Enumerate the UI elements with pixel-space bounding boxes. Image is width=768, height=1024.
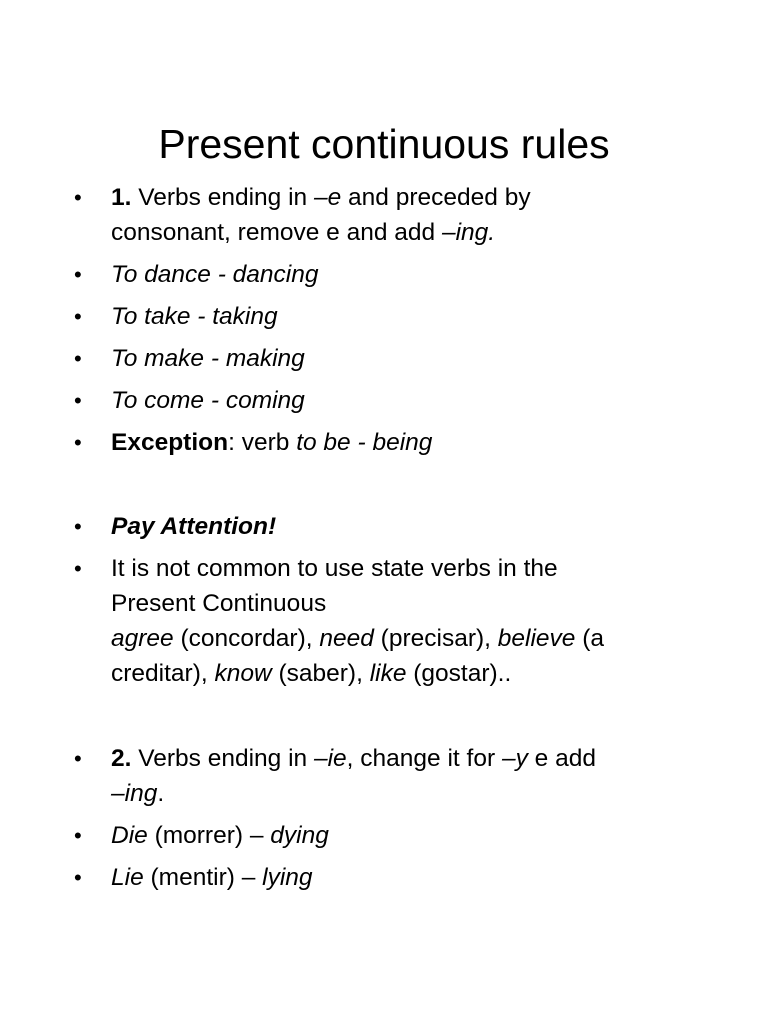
state-verb: agree xyxy=(111,625,174,652)
exception-label: Exception xyxy=(111,429,229,456)
rule-2-suffix-ing: –ing xyxy=(111,780,158,807)
rule-1-suffix-ing: –ing. xyxy=(441,219,496,246)
bullet: • xyxy=(74,556,82,581)
state-verb: know xyxy=(214,660,272,687)
bullet: • xyxy=(74,304,82,329)
bullet: • xyxy=(74,430,82,455)
bullet: • xyxy=(74,823,82,848)
example-result: lying xyxy=(262,864,313,891)
attention-label: Pay Attention! xyxy=(111,513,277,540)
bullet: • xyxy=(74,514,82,539)
bullet: • xyxy=(74,388,82,413)
rule-1-line1a: Verbs ending in xyxy=(131,184,314,211)
rule-1-suffix-e: –e xyxy=(313,184,342,211)
state-verb-gloss: (saber), xyxy=(271,660,370,687)
state-verb-gloss: (precisar), xyxy=(373,625,498,652)
state-verb: need xyxy=(319,625,374,652)
rule-1-text xyxy=(111,180,711,250)
rule-2-line1e: e add xyxy=(527,745,596,772)
example-text: To come - coming xyxy=(111,387,305,414)
bullet: • xyxy=(74,346,82,371)
state-verb-gloss: (concordar), xyxy=(173,625,320,652)
example-meaning: (morrer) – xyxy=(147,822,271,849)
rule-1-line1c: and preceded by xyxy=(341,184,531,211)
rule-2-number: 2. xyxy=(111,745,132,772)
example-meaning: (mentir) – xyxy=(143,864,263,891)
example-word: Die xyxy=(111,822,148,849)
rule-2-suffix-y: –y xyxy=(501,745,528,772)
state-verb: believe xyxy=(497,625,576,652)
state-verbs-line4 xyxy=(111,656,711,691)
rule-2-line1c: , change it for xyxy=(346,745,502,772)
rule-2-line1a: Verbs ending in xyxy=(131,745,314,772)
exception-colon: : verb xyxy=(228,429,297,456)
state-verbs-text xyxy=(111,551,711,691)
state-verb-gloss: creditar), xyxy=(111,660,215,687)
rule-2-suffix-ie: –ie xyxy=(313,745,347,772)
state-verb-gloss: (a xyxy=(575,625,604,652)
state-verbs-line3 xyxy=(111,621,711,656)
bullet: • xyxy=(74,262,82,287)
rule-1-number: 1. xyxy=(111,184,132,211)
rule-1-line2a: consonant, remove e and add xyxy=(111,219,442,246)
example-text: To dance - dancing xyxy=(111,261,319,288)
rule-2-text xyxy=(111,741,711,811)
rule-2-period: . xyxy=(157,780,165,807)
state-verb: like xyxy=(369,660,407,687)
example-text: To make - making xyxy=(111,345,305,372)
exception-text: to be - being xyxy=(296,429,433,456)
example-text: To take - taking xyxy=(111,303,278,330)
page-title: Present continuous rules xyxy=(158,121,610,167)
bullet: • xyxy=(74,865,82,890)
example-word: Lie xyxy=(111,864,144,891)
state-verbs-line1: It is not common to use state verbs in the xyxy=(111,555,558,582)
state-verb-gloss: (gostar).. xyxy=(406,660,512,687)
example-result: dying xyxy=(270,822,329,849)
state-verbs-line2: Present Continuous xyxy=(111,590,327,617)
bullet: • xyxy=(74,185,82,210)
bullet: • xyxy=(74,746,82,771)
